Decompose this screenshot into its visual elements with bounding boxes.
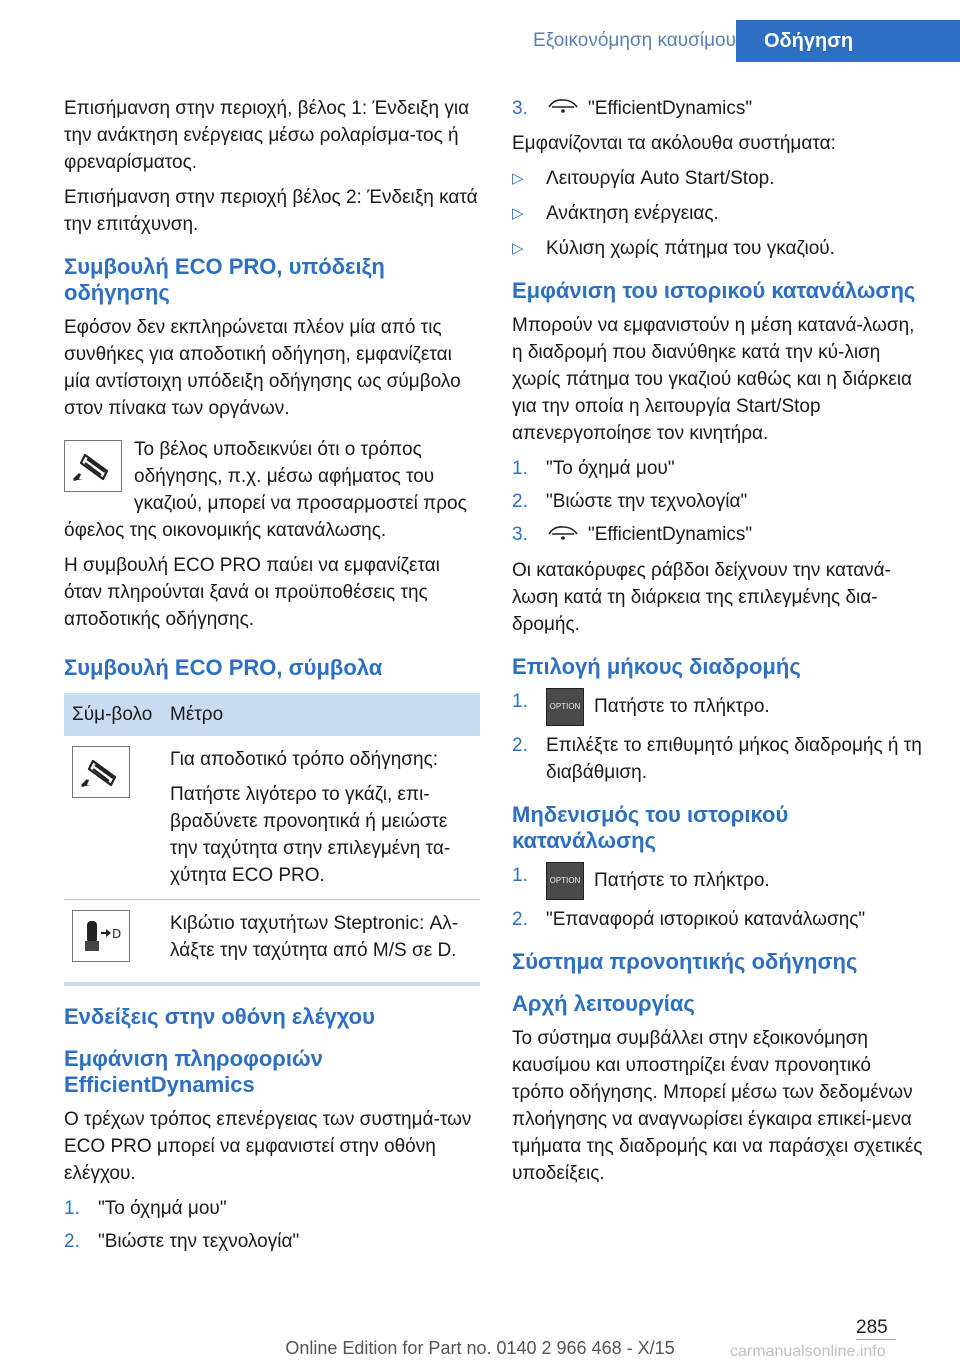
list-item: 2. Επιλέξτε το επιθυμητό μήκος διαδρομής ή τη διαβάθμιση.: [512, 734, 922, 783]
paragraph: Πατήστε λιγότερο το γκάζι, επι-βραδύνετε προνοητικά ή μειώστε την ταχύτητα στην επιλεγμένη τα-χύτητα ECO PRO.: [170, 784, 451, 886]
paragraph: Επισήμανση στην περιοχή, βέλος 1: Ένδειξη για την ανάκτηση ενέργειας μέσω ρολαρίσμα-τος ή φρεναρίσματος.: [64, 98, 470, 173]
svg-text:D: D: [112, 927, 122, 941]
numbered-list: [512, 455, 928, 548]
table-cell-symbol: [64, 900, 162, 975]
page-number: 285: [856, 1317, 888, 1338]
list-item: 1. "Το όχημά μου": [64, 1198, 227, 1219]
section-heading: Επιλογή μήκους διαδρομής: [512, 653, 801, 679]
triangle-bullet-icon: ▷: [512, 170, 524, 188]
table-cell-measure: [162, 736, 480, 900]
list-item: 2. "Βιώστε την τεχνολογία": [512, 491, 748, 513]
section-heading: Ενδείξεις στην οθόνη ελέγχου: [64, 1004, 375, 1029]
list-item: ▷ Ανάκτηση ενέργειας.: [512, 200, 928, 227]
subsection-heading: Εμφάνιση πληροφοριών EfficientDynamics: [64, 1046, 323, 1097]
numbered-list: [512, 688, 928, 786]
table-row: [64, 900, 480, 975]
table-row: [64, 736, 480, 900]
paragraph: Ο τρέχων τρόπος επενέργειας των συστημά-των ECO PRO μπορεί να εμφανιστεί στην οθόνη ελέγχου.: [64, 1109, 472, 1184]
list-item: 3. "EfficientDynamics": [512, 521, 928, 548]
paragraph: Το σύστημα συμβάλλει στην εξοικονόμηση καυσίμου και υποστηρίζει έναν προνοητικό τρόπο οδήγησης. Μπορεί μέσω των δεδομένων πλοήγησης να αναγνωρίσει έγκαιρα επικεί-μενα τμήματα της διαδρομής και να παράσχει σχετικές υποδείξεις.: [512, 1027, 923, 1184]
table-cell-symbol: [64, 736, 162, 900]
numbered-list: [512, 862, 928, 933]
list-item: 1. OPTION Πατήστε το πλήκτρο.: [512, 688, 928, 726]
paragraph: Μπορούν να εμφανιστούν η μέση κατανά-λωση, η διαδρομή που διανύθηκε κατά την κύ-λιση χωρίς πάτημα του γκαζιού καθώς και η διάρκεια για την οποία η λειτουργία Start/Stop απενεργοποίησε τον κινητήρα.: [512, 315, 915, 445]
paragraph: Επισήμανση στην περιοχή βέλος 2: Ένδειξη κατά την επιτάχυνση.: [64, 187, 478, 235]
section-heading: Μηδενισμός του ιστορικού κατανάλωσης: [512, 801, 789, 853]
paragraph: Για αποδοτικό τρόπο οδήγησης:: [170, 749, 439, 770]
header-chapter-tab[interactable]: Οδήγηση: [736, 20, 960, 62]
bullet-list: [512, 165, 928, 262]
section-heading: Σύστημα προνοητικής οδήγησης: [512, 948, 858, 974]
list-item: 1. "Το όχημά μου": [512, 458, 675, 480]
efficientdynamics-car-icon: [546, 95, 580, 122]
numbered-list: [64, 1195, 480, 1255]
triangle-bullet-icon: ▷: [512, 240, 524, 258]
paragraph: Εφόσον δεν εκπληρώνεται πλέον μία από τις συνθήκες για αποδοτική οδήγηση, εμφανίζεται μία αντίστοιχη υπόδειξη οδήγησης ως σύμβολο στον πίνακα των οργάνων.: [64, 317, 461, 419]
footer-edition: Online Edition for Part no. 0140 2 966 468 - X/15: [285, 1338, 675, 1358]
list-item: 3. "EfficientDynamics": [512, 95, 928, 122]
efficientdynamics-car-icon: [546, 522, 580, 549]
page-header: [0, 20, 960, 62]
symbols-table: [64, 693, 480, 974]
list-item: 2. "Βιώστε την τεχνολογία": [64, 1231, 300, 1252]
table-header-symbol: Σύμ-βολο: [64, 693, 162, 736]
header-section-title: Εξοικονόμηση καυσίμου: [533, 30, 736, 51]
table-header-row: [64, 693, 480, 736]
eco-pro-foot-arrow-icon: [64, 440, 122, 492]
table-end-rule: [64, 982, 480, 986]
paragraph: Εμφανίζονται τα ακόλουθα συστήματα:: [512, 133, 836, 155]
table-cell-measure: Κιβώτιο ταχυτήτων Steptronic: Αλ-λάξτε την ταχύτητα από M/S σε D.: [170, 913, 459, 961]
triangle-bullet-icon: ▷: [512, 205, 524, 223]
list-item: ▷ Λειτουργία Auto Start/Stop.: [512, 165, 928, 192]
gear-shift-to-d-icon: [72, 910, 130, 962]
left-column: [64, 95, 480, 1263]
section-heading: Συμβουλή ECO PRO, σύμβολα: [64, 655, 383, 680]
option-button-icon: OPTION: [546, 688, 584, 726]
eco-pro-foot-arrow-icon: [72, 746, 130, 798]
section-heading: Εμφάνιση του ιστορικού κατανάλωσης: [512, 278, 916, 304]
numbered-list: [512, 95, 928, 122]
right-column: [512, 95, 928, 1195]
paragraph: Οι κατακόρυφες ράβδοι δείχνουν την κατανά-λωση κατά τη διάρκεια της επιλεγμένης δια-δρομής.: [512, 559, 891, 635]
list-item: ▷ Κύλιση χωρίς πάτημα του γκαζιού.: [512, 235, 928, 262]
paragraph: Η συμβουλή ECO PRO παύει να εμφανίζεται όταν πληρούνται ξανά οι προϋποθέσεις της αποδοτικής οδήγησης.: [64, 555, 440, 630]
list-item: 2. "Επαναφορά ιστορικού κατανάλωσης": [512, 908, 866, 930]
subsection-heading: Αρχή λειτουργίας: [512, 990, 695, 1016]
option-button-icon: OPTION: [546, 862, 584, 900]
section-heading: Συμβουλή ECO PRO, υπόδειξη οδήγησης: [64, 254, 385, 305]
paragraph: Το βέλος υποδεικνύει ότι ο τρόπος οδήγησης, π.χ. μέσω αφήματος του γκαζιού, μπορεί να προσαρμοστεί προς όφελος της οικονομικής κατανάλωσης.: [64, 439, 467, 541]
table-header-measure: Μέτρο: [162, 693, 480, 736]
tip-note: [64, 436, 480, 544]
watermark: carmanualsonline.info: [730, 1343, 886, 1360]
list-item: 1. OPTION Πατήστε το πλήκτρο.: [512, 862, 928, 900]
